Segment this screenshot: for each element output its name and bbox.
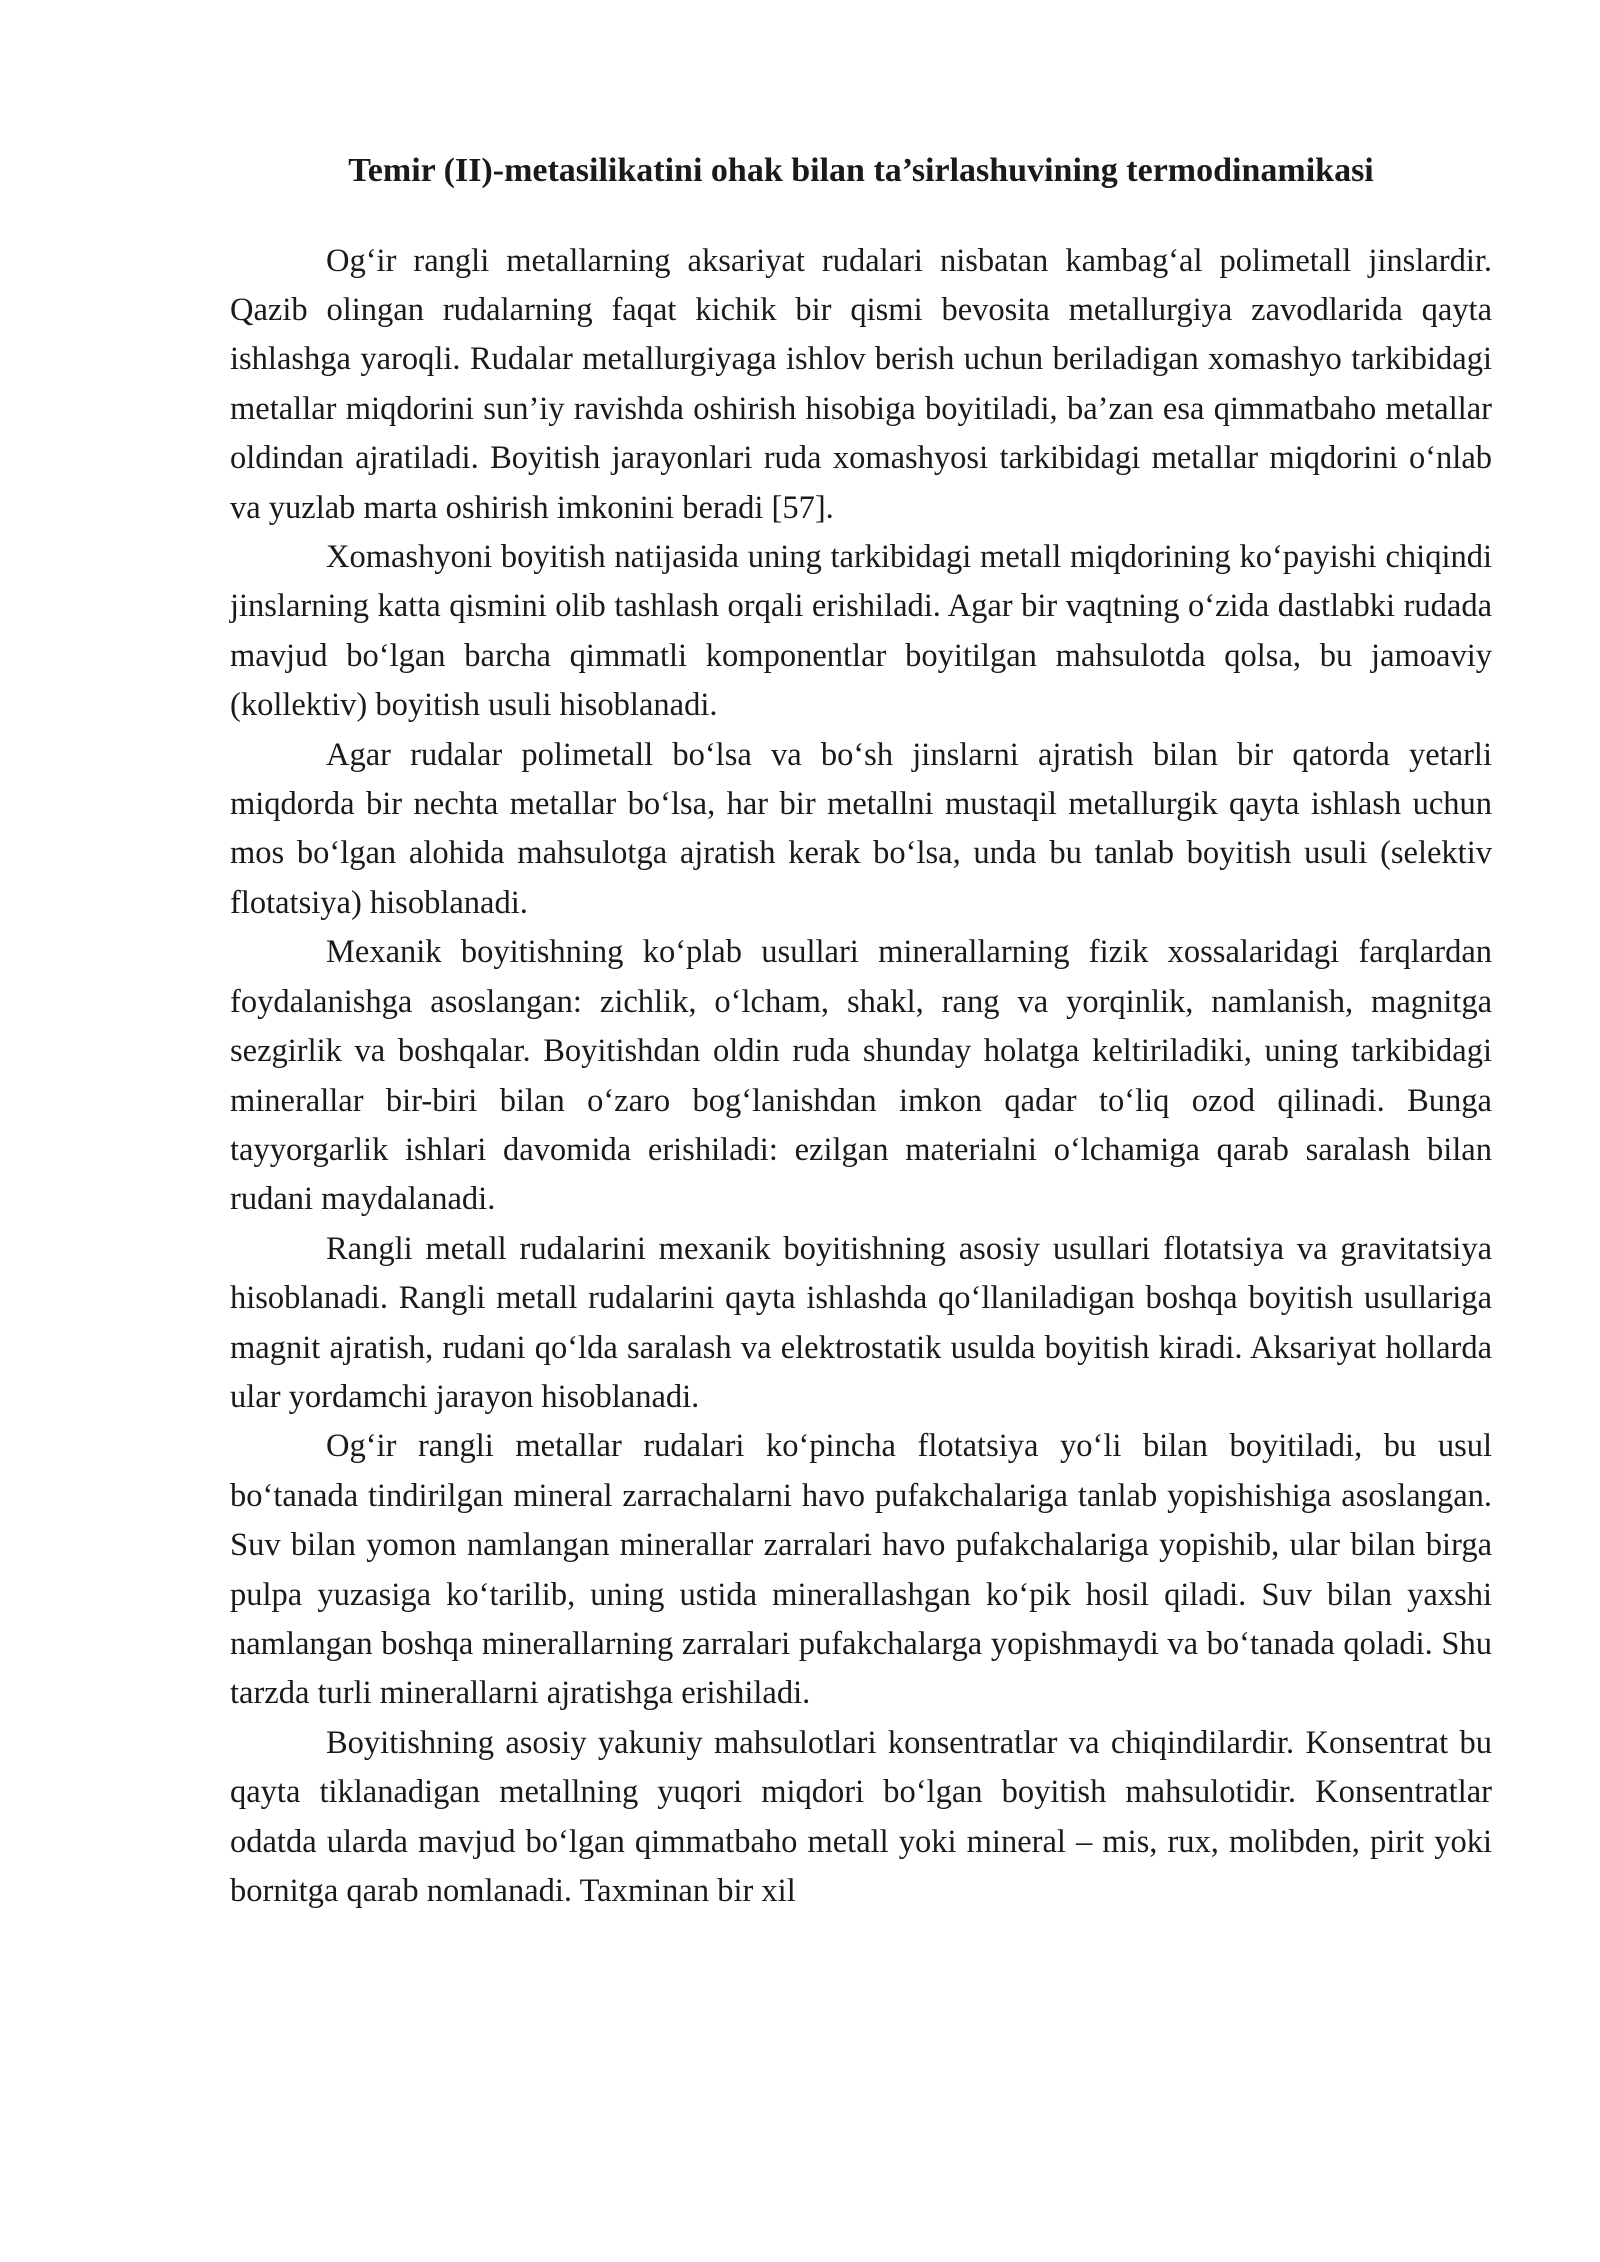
paragraph-7: Boyitishning asosiy yakuniy mahsulotlari konsentratlar va chiqindilardir. Konsentrat bu qayta tiklanadigan metallning yuqori miqdori bo‘lgan boyitish mahsulotidir. Konsentratlar odatda ularda mavjud bo‘lgan qimmatbaho metall yoki mineral – mis, rux, molibden, pirit yoki bornitga qarab nomlanadi. Taxminan bir xil (230, 1724, 1492, 1909)
document-title: Temir (II)-metasilikatini ohak bilan ta’sirlashuvining termodinamikasi (348, 152, 1374, 189)
paragraph-6: Og‘ir rangli metallar rudalari ko‘pincha flotatsiya yo‘li bilan boyitiladi, bu usul bo‘tanada tindirilgan mineral zarrachalarni havo pufakchalariga tanlab yopishishiga asoslangan. Suv bilan yomon namlangan minerallar zarralari havo pufakchalariga yopishib, ular bilan birga pulpa yuzasiga ko‘tarilib, uning ustida minerallashgan ko‘pik hosil qiladi. Suv bilan yaxshi namlangan boshqa minerallarning zarralari pufakchalarga yopishmaydi va bo‘tanada qoladi. Shu tarzda turli minerallarni ajratishga erishiladi. (230, 1428, 1492, 1712)
paragraph-5: Rangli metall rudalarini mexanik boyitishning asosiy usullari flotatsiya va gravitatsiya hisoblanadi. Rangli metall rudalarini qayta ishlashda qo‘llaniladigan boshqa boyitish usullariga magnit ajratish, rudani qo‘lda saralash va elektrostatik usulda boyitish kiradi. Aksariyat hollarda ular yordamchi jarayon hisoblanadi. (230, 1230, 1492, 1415)
paragraph-3: Agar rudalar polimetall bo‘lsa va bo‘sh jinslarni ajratish bilan bir qatorda yetarli miqdorda bir nechta metallar bo‘lsa, har bir metallni mustaqil metallurgik qayta ishlash uchun mos bo‘lgan alohida mahsulotga ajratish kerak bo‘lsa, unda bu tanlab boyitish usuli (selektiv flotatsiya) hisoblanadi. (230, 736, 1492, 921)
paragraph-4: Mexanik boyitishning ko‘plab usullari minerallarning fizik xossalaridagi farqlardan foydalanishga asoslangan: zichlik, o‘lcham, shakl, rang va yorqinlik, namlanish, magnitga sezgirlik va boshqalar. Boyitishdan oldin ruda shunday holatga keltiriladiki, uning tarkibidagi minerallar bir-biri bilan o‘zaro bog‘lanishdan imkon qadar to‘liq ozod qilinadi. Bunga tayyorgarlik ishlari davomida erishiladi: ezilgan materialni o‘lchamiga qarab saralash bilan rudani maydalanadi. (230, 934, 1492, 1218)
paragraph-1: Og‘ir rangli metallarning aksariyat rudalari nisbatan kambag‘al polimetall jinslardir. Qazib olingan rudalarning faqat kichik bir qismi bevosita metallurgiya zavodlarida qayta ishlashga yaroqli. Rudalar metallurgiyaga ishlov berish uchun beriladigan xomashyo tarkibidagi metallar miqdorini sun’iy ravishda oshirish hisobiga boyitiladi, ba’zan esa qimmatbaho metallar oldindan ajratiladi. Boyitish jarayonlari ruda xomashyosi tarkibidagi metallar miqdorini o‘nlab va yuzlab marta oshirish imkonini beradi [57]. (230, 242, 1492, 526)
document-body (230, 147, 1492, 1916)
paragraph-2: Xomashyoni boyitish natijasida uning tarkibidagi metall miqdorining ko‘payishi chiqindi jinslarning katta qismini olib tashlash orqali erishiladi. Agar bir vaqtning o‘zida dastlabki rudada mavjud bo‘lgan barcha qimmatli komponentlar boyitilgan mahsulotda qolsa, bu jamoaviy (kollektiv) boyitish usuli hisoblanadi. (230, 539, 1492, 724)
